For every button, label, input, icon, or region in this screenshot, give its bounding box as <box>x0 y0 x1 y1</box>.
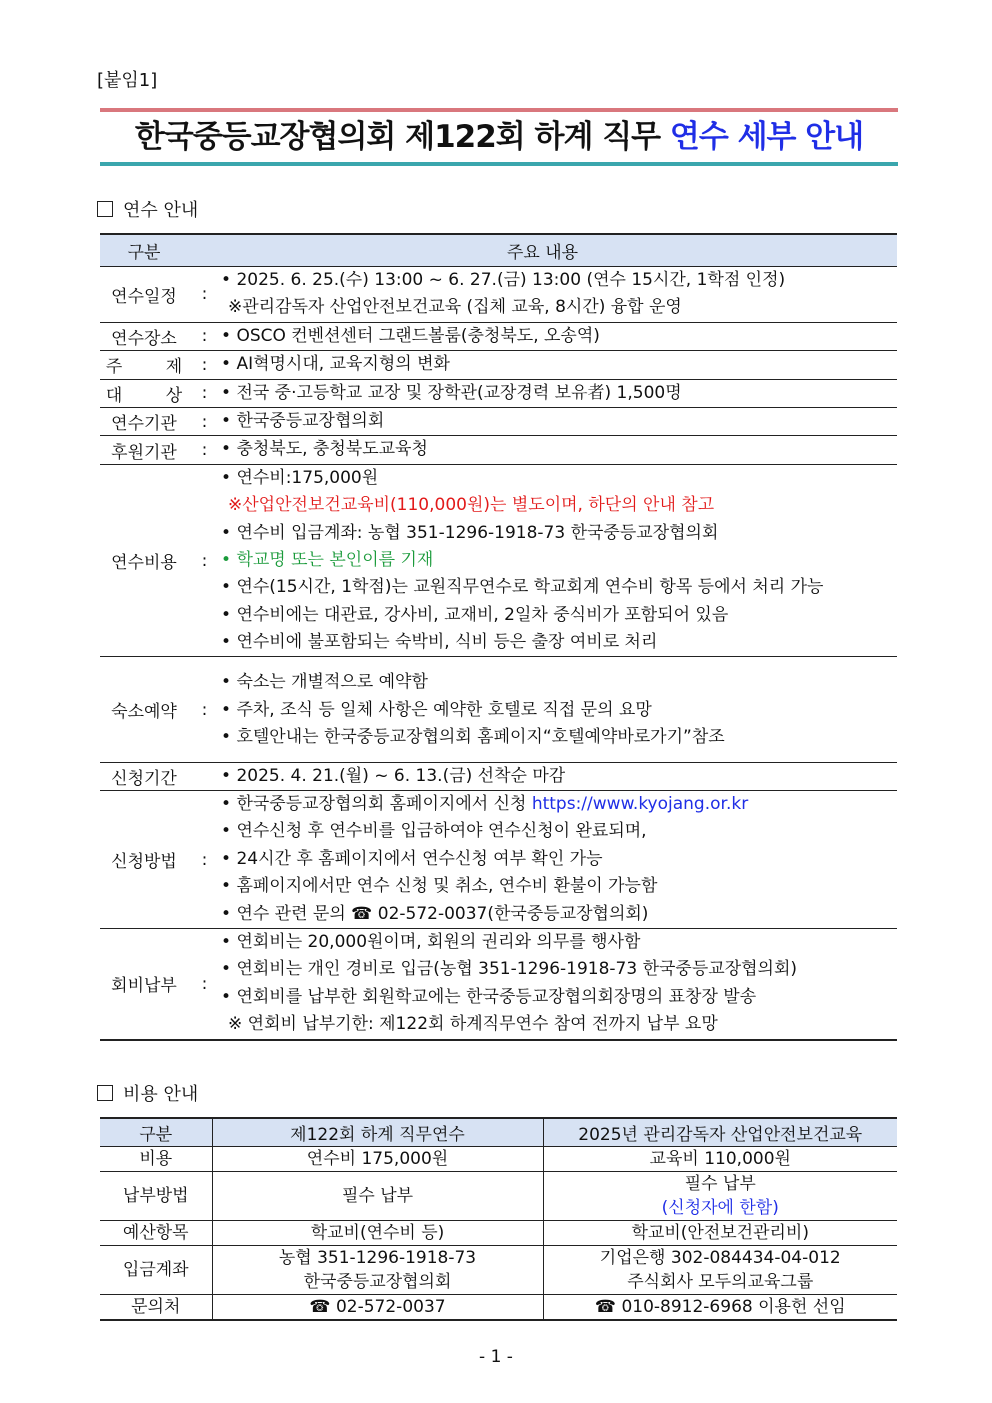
row-budget-item <box>100 1221 897 1246</box>
header-main-content: 주요 내용 <box>188 234 897 267</box>
colon: : <box>188 379 221 407</box>
row-line: • 주차, 조식 등 일체 사항은 예약한 호텔로 직접 문의 요망 <box>221 697 897 724</box>
colon: : <box>188 436 221 464</box>
row-line: • 2025. 6. 25.(수) 13:00 ~ 6. 27.(금) 13:00 (연수 15시간, 1학점 인정) <box>221 267 897 294</box>
row-line: • 연회비는 20,000원이며, 회원의 권리와 의무를 행사함 <box>221 929 897 956</box>
row-contact <box>100 1295 897 1321</box>
page-number: - 1 - <box>479 1347 513 1367</box>
row-label: 입금계좌 <box>100 1246 212 1295</box>
row-label: 연수장소 <box>100 322 188 350</box>
row-label: 납부방법 <box>100 1172 212 1221</box>
table-header-row <box>100 1118 897 1147</box>
title-main: 한국중등교장협의회 제122회 하계 직무 <box>134 119 670 155</box>
row-host <box>100 407 897 435</box>
row-application-period <box>100 762 897 790</box>
row-label: 연수비용 <box>100 464 188 657</box>
row-cost <box>100 464 897 657</box>
header-safety-education: 2025년 관리감독자 산업안전보건교육 <box>543 1118 897 1147</box>
section-heading-training: 연수 안내 <box>97 196 198 222</box>
row-label: 주 제 <box>100 351 188 379</box>
row-note: ※관리감독자 산업안전보건교육 (집체 교육, 8시간) 융합 운영 <box>228 297 682 318</box>
row-schedule <box>100 267 897 323</box>
row-venue <box>100 322 897 350</box>
safety-cell: ☎ 010-8912-6968 이용헌 선임 <box>543 1295 897 1321</box>
safety-cell: 필수 납부 (신청자에 한함) <box>543 1172 897 1221</box>
row-membership-fee <box>100 928 897 1039</box>
row-line: • 연수 관련 문의 ☎ 02-572-0037(한국중등교장협의회) <box>221 901 897 928</box>
training-cell: 필수 납부 <box>212 1172 543 1221</box>
row-line: • 연수비:175,000원 <box>221 465 897 492</box>
row-line: • OSCO 컨벤션센터 그랜드볼룸(충청북도, 오송역) <box>221 323 897 350</box>
row-line: • 연수비에는 대관료, 강사비, 교재비, 2일차 중식비가 포함되어 있음 <box>221 602 897 629</box>
row-target <box>100 379 897 407</box>
row-label: 회비납부 <box>100 928 188 1039</box>
colon: : <box>188 657 221 762</box>
title-block <box>100 108 898 166</box>
row-line: • 연수비에 불포함되는 숙박비, 식비 등은 출장 여비로 처리 <box>221 629 897 656</box>
row-line: • 연수(15시간, 1학점)는 교원직무연수로 학교회계 연수비 항목 등에서 처리 가능 <box>221 574 897 601</box>
training-cell: 농협 351-1296-1918-73 한국중등교장협의회 <box>212 1246 543 1295</box>
colon: : <box>188 267 221 323</box>
colon: : <box>188 928 221 1039</box>
row-line: • AI혁명시대, 교육지형의 변화 <box>221 351 897 378</box>
checkbox-square-icon <box>97 201 113 217</box>
row-line: • 24시간 후 홈페이지에서 연수신청 여부 확인 가능 <box>221 846 897 873</box>
colon: : <box>188 351 221 379</box>
row-line: • 연회비는 개인 경비로 입금(농협 351-1296-1918-73 한국중등교장협의회) <box>221 956 897 983</box>
training-info-table <box>100 233 897 1041</box>
row-label: 문의처 <box>100 1295 212 1321</box>
table-header-row <box>100 234 897 267</box>
cost-table <box>100 1117 897 1321</box>
row-line: • 전국 중·고등학교 교장 및 장학관(교장경력 보유者) 1,500명 <box>221 380 897 407</box>
header-category: 구분 <box>100 234 188 267</box>
row-line: • 호텔안내는 한국중등교장협의회 홈페이지“호텔예약바로가기”참조 <box>221 724 897 751</box>
row-label: 연수기관 <box>100 407 188 435</box>
row-line: • 한국중등교장협의회 홈페이지에서 신청 https://www.kyojang.or.kr <box>221 791 897 818</box>
document-title <box>100 112 898 162</box>
colon: : <box>188 464 221 657</box>
row-payment-method <box>100 1172 897 1221</box>
row-label: 대 상 <box>100 379 188 407</box>
row-note-red: ※산업안전보건교육비(110,000원)는 별도이며, 하단의 안내 참고 <box>228 495 715 516</box>
header-category: 구분 <box>100 1118 212 1147</box>
checkbox-square-icon <box>97 1085 113 1101</box>
title-bottom-rule <box>100 162 898 166</box>
row-line: • 2025. 4. 21.(월) ~ 6. 13.(금) 선착순 마감 <box>221 763 897 790</box>
row-sponsor <box>100 436 897 464</box>
training-cell: 연수비 175,000원 <box>212 1147 543 1172</box>
safety-cell: 교육비 110,000원 <box>543 1147 897 1172</box>
row-lodging <box>100 657 897 762</box>
colon: : <box>188 322 221 350</box>
header-training: 제122회 하계 직무연수 <box>212 1118 543 1147</box>
section-heading-cost: 비용 안내 <box>97 1080 198 1106</box>
title-highlight: 연수 세부 안내 <box>669 119 864 155</box>
row-application-method <box>100 791 897 929</box>
row-line: • 숙소는 개별적으로 예약함 <box>221 669 897 696</box>
row-line: • 한국중등교장협의회 <box>221 408 897 435</box>
training-cell: ☎ 02-572-0037 <box>212 1295 543 1321</box>
row-label: 신청기간 <box>100 762 188 790</box>
row-label: 후원기관 <box>100 436 188 464</box>
row-label: 예산항목 <box>100 1221 212 1246</box>
row-line-green: • 학교명 또는 본인이름 기재 <box>221 547 897 574</box>
row-label: 비용 <box>100 1147 212 1172</box>
row-line: • 연회비를 납부한 회원학교에는 한국중등교장협의회장명의 표창장 발송 <box>221 984 897 1011</box>
colon: : <box>188 407 221 435</box>
attachment-label: [붙임1] <box>97 70 158 91</box>
row-note: ※ 연회비 납부기한: 제122회 하계직무연수 참여 전까지 납부 요망 <box>228 1014 718 1035</box>
row-theme <box>100 351 897 379</box>
applicant-note: (신청자에 한함) <box>661 1198 779 1218</box>
colon <box>188 762 221 790</box>
row-line: • 충청북도, 충청북도교육청 <box>221 436 897 463</box>
safety-cell: 기업은행 302-084434-04-012 주식회사 모두의교육그룹 <box>543 1246 897 1295</box>
training-cell: 학교비(연수비 등) <box>212 1221 543 1246</box>
row-line: • 연수비 입금계좌: 농협 351-1296-1918-73 한국중등교장협의회 <box>221 520 897 547</box>
row-label: 신청방법 <box>100 791 188 929</box>
website-link[interactable]: https://www.kyojang.or.kr <box>531 794 749 815</box>
row-line: • 연수신청 후 연수비를 입금하여야 연수신청이 완료되며, <box>221 818 897 845</box>
row-label: 연수일정 <box>100 267 188 323</box>
row-cost <box>100 1147 897 1172</box>
row-line: • 홈페이지에서만 연수 신청 및 취소, 연수비 환불이 가능함 <box>221 873 897 900</box>
row-bank-account <box>100 1246 897 1295</box>
safety-cell: 학교비(안전보건관리비) <box>543 1221 897 1246</box>
colon: : <box>188 791 221 929</box>
row-label: 숙소예약 <box>100 657 188 762</box>
